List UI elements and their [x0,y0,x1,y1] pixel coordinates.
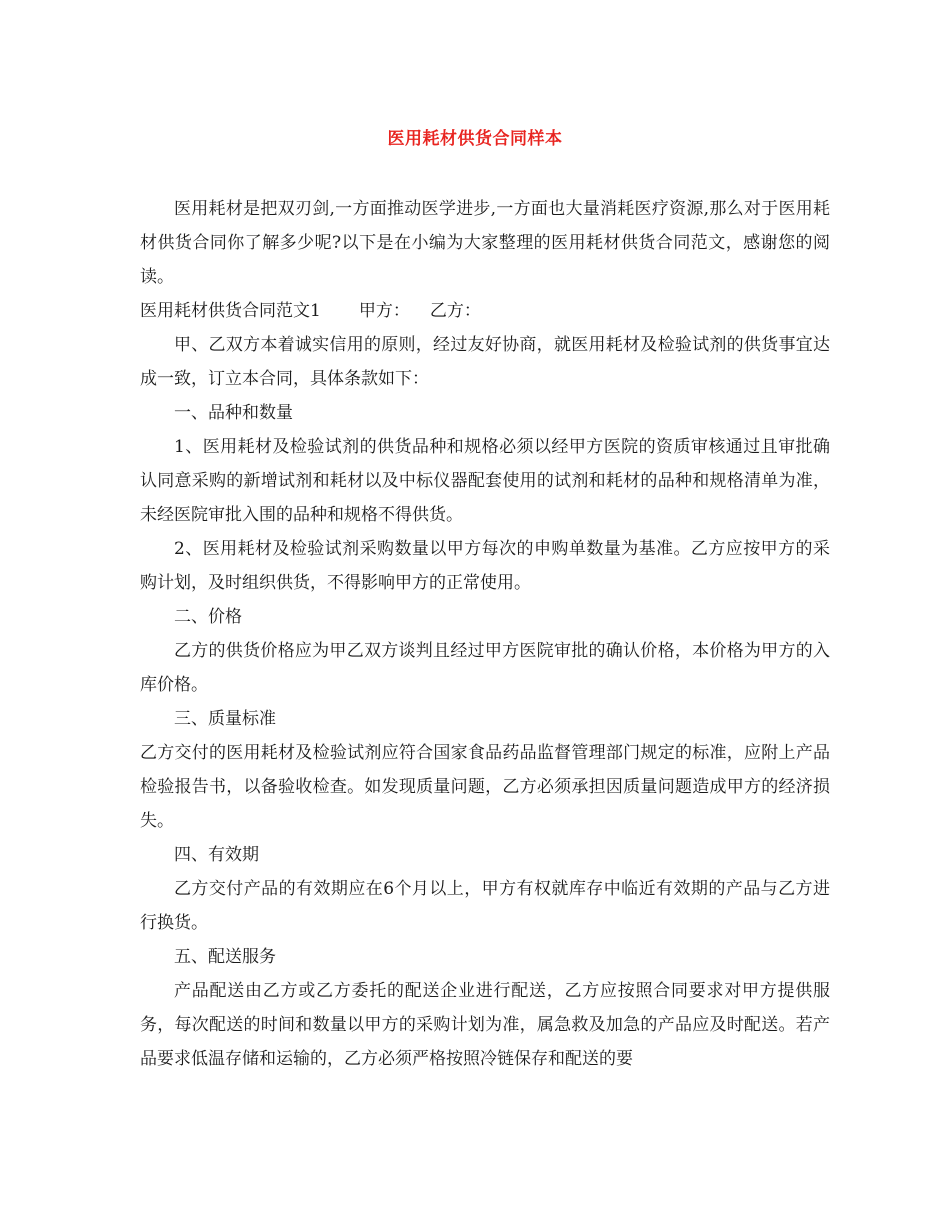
section-paragraph: 乙方交付的医用耗材及检验试剂应符合国家食品药品监督管理部门规定的标准，应附上产品检验报告书，以备验收检查。如发现质量问题，乙方必须承担因质量问题造成甲方的经济损失。 [140,743,830,831]
section-heading: 三、质量标准 [174,709,276,729]
section-heading: 一、品种和数量 [174,403,293,423]
section-paragraph: 1、医用耗材及检验试剂的供货品种和规格必须以经甲方医院的资质审核通过且审批确认同意采购的新增试剂和耗材以及中标仪器配套使用的试剂和耗材的品种和规格清单为准，未经医院审批入围的品种和规格不得供货。 [140,437,830,525]
section-paragraph: 乙方交付产品的有效期应在6个月以上，甲方有权就库存中临近有效期的产品与乙方进行换货。 [140,879,830,933]
sample-heading: 医用耗材供货合同范文1 [140,301,321,321]
section-paragraph: 乙方的供货价格应为甲乙双方谈判且经过甲方医院审批的确认价格，本价格为甲方的入库价格。 [140,641,830,695]
section-heading: 五、配送服务 [174,947,276,967]
intro-paragraph: 医用耗材是把双刃剑,一方面推动医学进步,一方面也大量消耗医疗资源,那么对于医用耗材供货合同你了解多少呢?以下是在小编为大家整理的医用耗材供货合同范文，感谢您的阅读。 [140,199,830,287]
section-paragraph: 2、医用耗材及检验试剂采购数量以甲方每次的申购单数量为基准。乙方应按甲方的采购计划，及时组织供货，不得影响甲方的正常使用。 [140,539,830,593]
party-a-label: 甲方： [358,301,410,321]
preamble-paragraph: 甲、乙双方本着诚实信用的原则，经过友好协商，就医用耗材及检验试剂的供货事宜达成一致，订立本合同，具体条款如下： [140,335,830,389]
contract-header-line [140,294,830,328]
section-paragraph: 产品配送由乙方或乙方委托的配送企业进行配送，乙方应按照合同要求对甲方提供服务，每次配送的时间和数量以甲方的采购计划为准，属急救及加急的产品应及时配送。若产品要求低温存储和运输的，乙方必须严格按照冷链保存和配送的要 [140,981,830,1069]
section-heading: 四、有效期 [174,845,259,865]
document-body [140,192,830,1076]
document-title: 医用耗材供货合同样本 [387,129,563,149]
party-b-label: 乙方： [429,301,481,321]
section-heading: 二、价格 [174,607,242,627]
